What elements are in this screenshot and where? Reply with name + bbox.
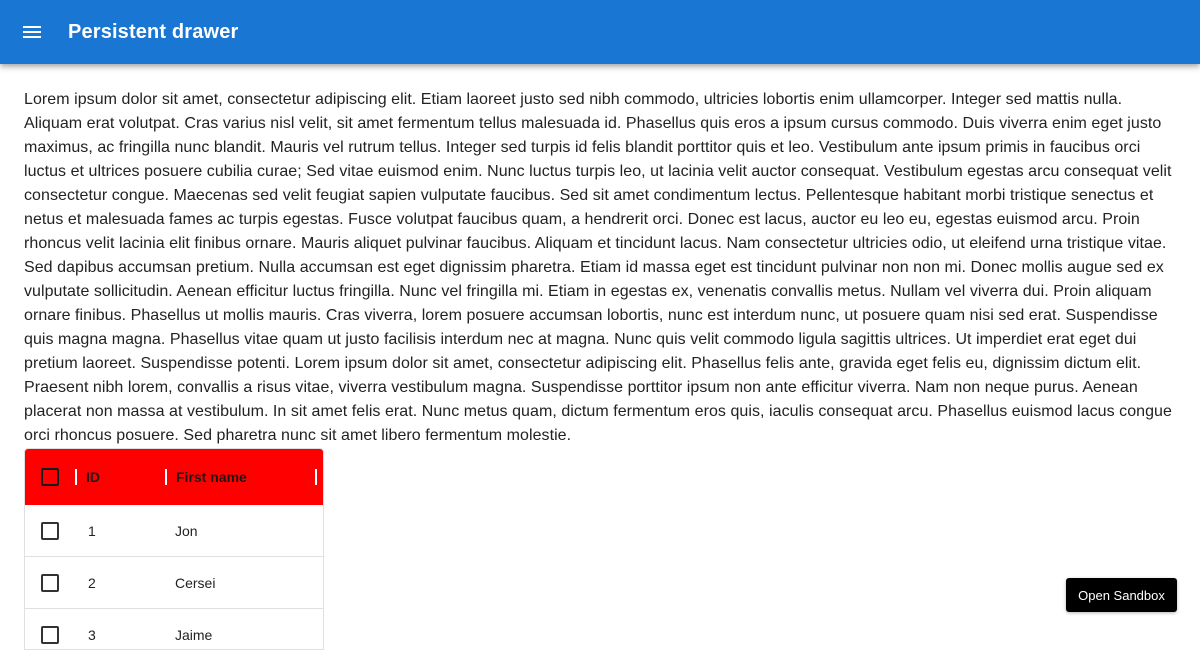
select-all-cell[interactable] [25, 449, 75, 505]
open-sandbox-button[interactable]: Open Sandbox [1066, 578, 1177, 612]
main-content [24, 88, 1176, 448]
row-select-cell[interactable] [25, 505, 75, 556]
app-bar [0, 0, 1200, 64]
page-title: Persistent drawer [68, 20, 239, 43]
cell-id[interactable]: 2 [88, 574, 96, 591]
table-row[interactable] [25, 505, 323, 557]
lorem-paragraph: Lorem ipsum dolor sit amet, consectetur adipiscing elit. Etiam laoreet justo sed nibh commodo, ultricies lobortis enim ullamcorper. Integer sed mattis nulla. Aliquam erat volutpat. Cras varius nisl velit, sit amet fermentum tellus malesuada id. Phasellus quis eros a ipsum cursus commodo. Duis viverra enim eget justo maximus, ac fringilla nunc blandit. Mauris vel rutrum tellus. Integer sed turpis id felis blandit porttitor quis et leo. Vestibulum ante ipsum primis in faucibus orci luctus et ultrices posuere cubilia curae; Sed vitae euismod enim. Nunc luctus turpis leo, ut lacinia velit auctor consequat. Vestibulum egestas arcu consequat velit consectetur congue. Maecenas sed velit feugiat sapien vulputate faucibus. Sed sit amet condimentum lectus. Pellentesque habitant morbi tristique senectus et netus et malesuada fames ac turpis egestas. Fusce volutpat faucibus quam, a hendrerit orci. Donec est lacus, auctor eu leo eu, egestas euismod arcu. Proin rhoncus velit lacinia elit finibus ornare. Mauris aliquet pulvinar faucibus. Aliquam et tincidunt lacus. Nam consectetur ultricies odio, ut eleifend urna tristique vitae. Sed dapibus accumsan pretium. Nulla accumsan est eget dignissim pharetra. Etiam id massa eget est tincidunt pulvinar non non mi. Donec mollis augue sed ex vulputate sollicitudin. Aenean efficitur luctus fringilla. Nunc vel fringilla mi. Etiam in egestas ex, venenatis convallis metus. Nullam vel viverra dui. Proin aliquam ornare finibus. Phasellus ut mollis mauris. Cras viverra, lorem posuere accumsan lobortis, nunc est interdum nunc, ut posuere quam nisi sed erat. Suspendisse quis magna magna. Phasellus vitae quam ut justo facilisis interdum nec at magna. Nunc quis velit commodo ligula sagittis ultrices. Ut imperdiet erat eget dui pretium laoreet. Suspendisse potenti. Lorem ipsum dolor sit amet, consectetur adipiscing elit. Phasellus felis ante, gravida eget felis eu, dignissim dictum elit. Praesent nibh lorem, convallis a risus vitae, viverra vestibulum magna. Suspendisse porttitor ipsum non ante efficitur viverra. Nam non neque purus. Aenean placerat non massa at vestibulum. In sit amet felis erat. Nunc metus quam, dictum fermentum eros quis, iaculis consequat arcu. Phasellus euismod lacus congue orci rhoncus posuere. Sed pharetra nunc sit amet libero fermentum molestie. [24, 91, 1172, 444]
table-row[interactable] [25, 557, 323, 609]
row-checkbox[interactable] [41, 522, 59, 540]
cell-first-name[interactable]: Jaime [175, 626, 213, 643]
column-separator[interactable] [315, 469, 317, 485]
menu-icon [20, 20, 44, 44]
cell-id[interactable]: 3 [88, 626, 96, 643]
data-grid [24, 448, 324, 650]
cell-first-name[interactable]: Cersei [175, 574, 216, 591]
cell-id[interactable]: 1 [88, 522, 96, 539]
cell-first-name[interactable]: Jon [175, 522, 198, 539]
row-select-cell[interactable] [25, 557, 75, 608]
column-header-first-name[interactable]: First name [176, 469, 247, 485]
menu-button[interactable] [8, 8, 56, 56]
select-all-checkbox[interactable] [41, 468, 59, 486]
column-header-id[interactable]: ID [86, 469, 100, 485]
row-checkbox[interactable] [41, 574, 59, 592]
grid-header [25, 449, 323, 505]
row-checkbox[interactable] [41, 626, 59, 644]
